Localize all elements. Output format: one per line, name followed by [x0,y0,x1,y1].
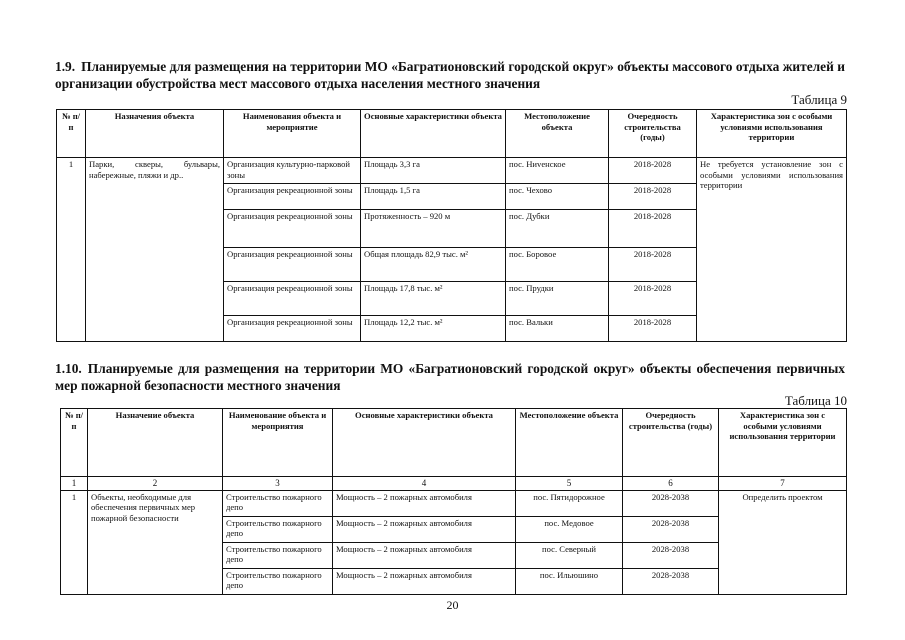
row-number: 1 [57,158,86,342]
table-10-header-cell: Назначение объекта [88,409,223,477]
column-number: 3 [223,477,333,491]
object-name: Организация рекреационной зоны [224,282,361,316]
object-name: Строительство пожарного депо [223,516,333,542]
table-10-label: Таблица 10 [784,393,847,408]
object-name: Организация рекреационной зоны [224,210,361,248]
table-9-header-cell: Характеристика зон с особыми условиями использования территории [697,110,847,158]
object-characteristics: Мощность – 2 пожарных автомобиля [333,490,516,516]
table-10-header-cell: Местоположение объекта [516,409,623,477]
object-purpose: Объекты, необходимые для обеспечения первичных мер пожарной безопасности [88,490,223,594]
object-characteristics: Площадь 3,3 га [361,158,506,184]
table-9-header-cell: Местоположение объекта [506,110,609,158]
zone-characteristics: Не требуется установление зон с особыми условиями использования территории [697,158,847,342]
table-9-header-cell: Основные характеристики объекта [361,110,506,158]
column-number: 1 [61,477,88,491]
construction-period: 2028-2038 [623,490,719,516]
section-9-title: Планируемые для размещения на территории МО «Багратионовский городской округ» объекты массового отдыха жителей и организации обустройства мест массового отдыха населения местного значения [55,59,845,91]
section-10-heading [55,360,845,394]
section-10-title: Планируемые для размещения на территории МО «Багратионовский городской округ» объекты обеспечения первичных мер пожарной безопасности местного значения [55,361,845,393]
table-10-header-cell: Характеристика зон с особыми условиями использования территории [719,409,847,477]
construction-period: 2028-2038 [623,542,719,568]
table-9-header-row [57,110,847,158]
table-10 [60,408,847,595]
table-10-header-cell: № п/п [61,409,88,477]
object-location: пос. Вальки [506,316,609,342]
section-9-number: 1.9. [55,59,76,74]
object-location: пос. Северный [516,542,623,568]
table-10-header-cell: Основные характеристики объекта [333,409,516,477]
column-number: 5 [516,477,623,491]
page-number: 20 [446,598,459,612]
column-number: 2 [88,477,223,491]
object-characteristics: Общая площадь 82,9 тыс. м² [361,248,506,282]
table-9-label: Таблица 9 [791,92,847,107]
object-characteristics: Протяженность – 920 м [361,210,506,248]
object-location: пос. Прудки [506,282,609,316]
object-location: пос. Чехово [506,184,609,210]
object-name: Строительство пожарного депо [223,490,333,516]
object-name: Строительство пожарного депо [223,568,333,594]
object-location: пос. Медовое [516,516,623,542]
object-name: Строительство пожарного депо [223,542,333,568]
object-location: пос. Ильюшино [516,568,623,594]
table-9-header-cell: Очередность строительства (годы) [609,110,697,158]
construction-period: 2028-2038 [623,568,719,594]
column-number-row [61,477,847,491]
table-9 [56,109,847,342]
object-location: пос. Пятидорожное [516,490,623,516]
object-characteristics: Площадь 12,2 тыс. м² [361,316,506,342]
row-number: 1 [61,490,88,594]
object-characteristics: Мощность – 2 пожарных автомобиля [333,516,516,542]
table-row [57,158,847,184]
object-location: пос. Боровое [506,248,609,282]
object-name: Организация культурно-парковой зоны [224,158,361,184]
object-characteristics: Площадь 17,8 тыс. м² [361,282,506,316]
section-9-heading [55,58,845,92]
construction-period: 2018-2028 [609,184,697,210]
object-location: пос. Дубки [506,210,609,248]
table-10-header-row [61,409,847,477]
table-9-header-cell: Назначения объекта [86,110,224,158]
construction-period: 2018-2028 [609,210,697,248]
construction-period: 2018-2028 [609,282,697,316]
table-10-header-cell: Очередность строительства (годы) [623,409,719,477]
section-10-number: 1.10. [55,361,82,376]
table-10-header-cell: Наименование объекта и мероприятия [223,409,333,477]
table-9-header-cell: № п/п [57,110,86,158]
object-characteristics: Площадь 1,5 га [361,184,506,210]
table-row [61,490,847,516]
object-purpose: Парки, скверы, бульвары, набережные, пляжи и др.. [86,158,224,342]
table-9-header-cell: Наименования объекта и мероприятие [224,110,361,158]
construction-period: 2018-2028 [609,158,697,184]
construction-period: 2018-2028 [609,316,697,342]
object-name: Организация рекреационной зоны [224,248,361,282]
object-name: Организация рекреационной зоны [224,316,361,342]
construction-period: 2018-2028 [609,248,697,282]
column-number: 7 [719,477,847,491]
construction-period: 2028-2038 [623,516,719,542]
zone-characteristics: Определить проектом [719,490,847,594]
object-characteristics: Мощность – 2 пожарных автомобиля [333,542,516,568]
object-name: Организация рекреационной зоны [224,184,361,210]
column-number: 6 [623,477,719,491]
object-location: пос. Ниvенское [506,158,609,184]
object-characteristics: Мощность – 2 пожарных автомобиля [333,568,516,594]
column-number: 4 [333,477,516,491]
